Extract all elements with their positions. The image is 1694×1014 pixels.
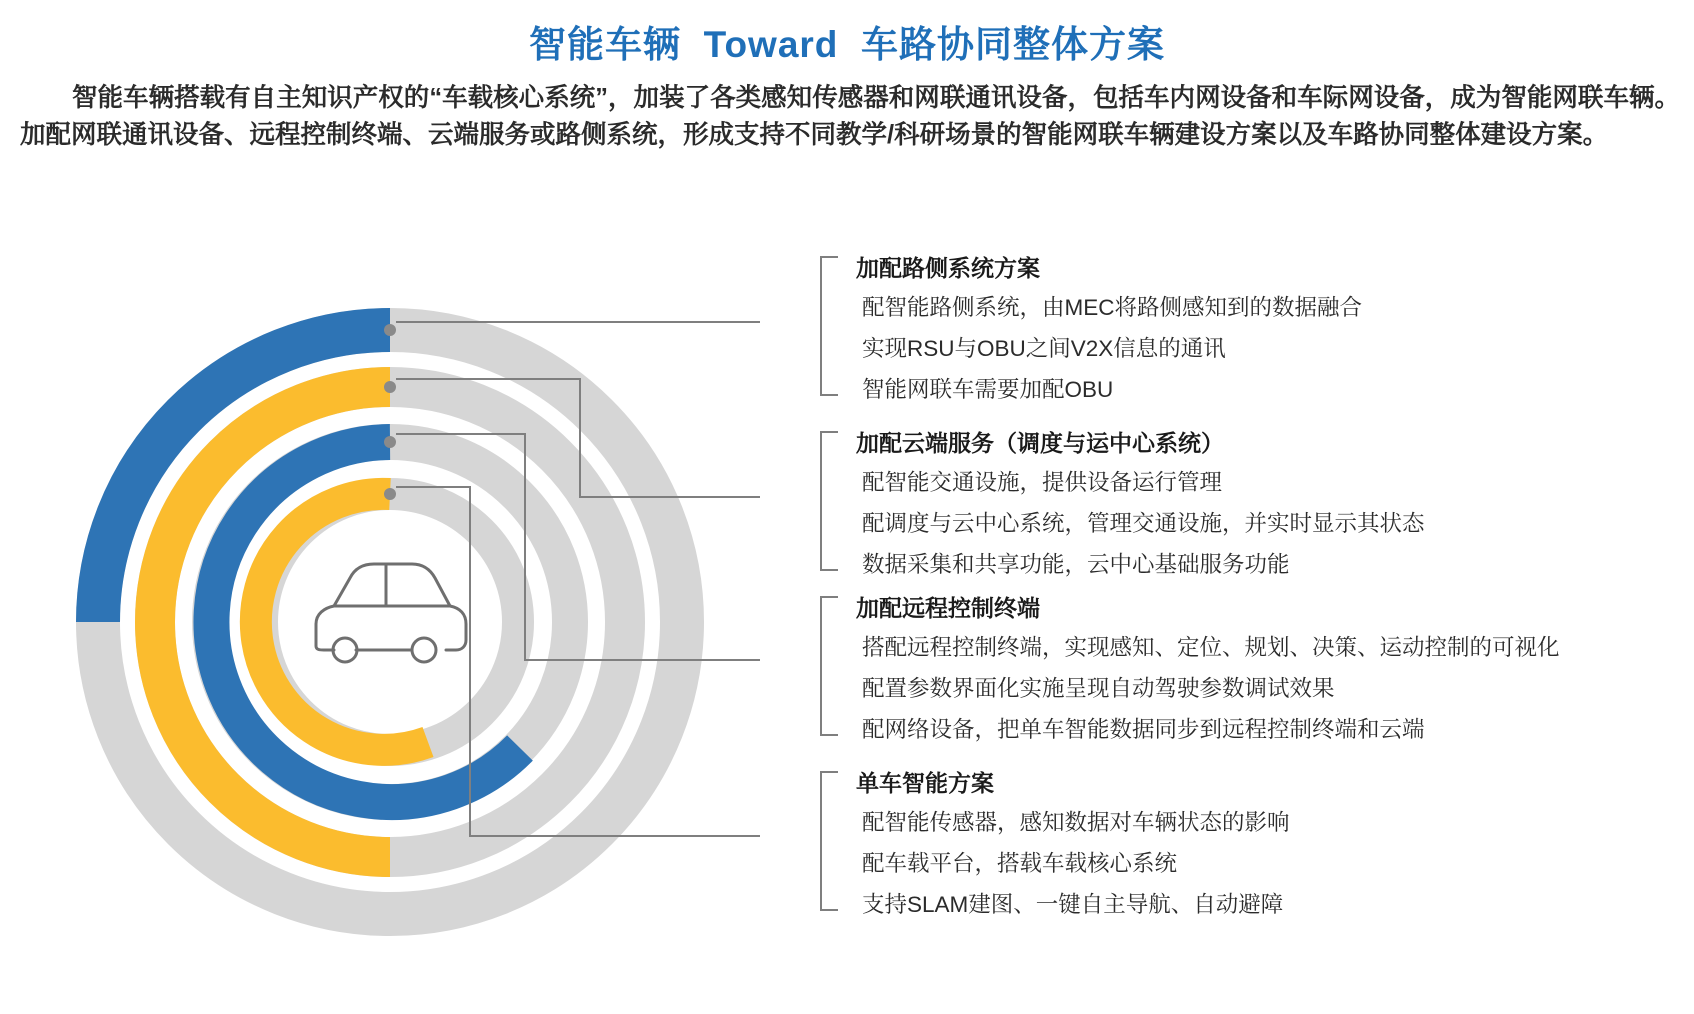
anchor-dot-third	[384, 436, 396, 448]
bracket-single-vehicle	[820, 771, 838, 911]
rings-svg	[60, 278, 720, 978]
ring-inner-arc	[256, 494, 428, 750]
block-line: 配智能传感器，感知数据对车辆状态的影响	[862, 810, 1290, 835]
anchor-dot-outer	[384, 324, 396, 336]
block-heading: 单车智能方案	[856, 770, 994, 796]
block-line: 配网络设备，把单车智能数据同步到远程控制终端和云端	[862, 716, 1425, 742]
block-single-vehicle	[820, 765, 1680, 929]
block-cloud-service	[820, 425, 1680, 589]
intro-paragraph: 智能车辆搭载有自主知识产权的“车载核心系统”，加装了各类感知传感器和网联通讯设备，包括车内网设备和车际网设备，成为智能网联车辆。加配网联通讯设备、远程控制终端、云端服务或路侧系统，形成支持不同教学/科研场景的智能网联车辆建设方案以及车路协同整体建设方案。	[20, 84, 1680, 150]
block-heading: 加配远程控制终端	[856, 595, 1040, 621]
page-title: 智能车辆 Toward 车路协同整体方案	[529, 24, 1165, 65]
anchor-dot-inner	[384, 488, 396, 500]
block-line: 配置参数界面化实施呈现自动驾驶参数调试效果	[862, 675, 1335, 701]
block-heading: 加配云端服务（调度与运中心系统）	[856, 430, 1224, 456]
concentric-ring-diagram	[60, 278, 720, 978]
car-icon	[294, 526, 486, 706]
block-line: 配智能交通设施，提供设备运行管理	[862, 470, 1223, 495]
bracket-remote	[820, 596, 838, 736]
block-line: 实现RSU与OBU之间V2X信息的通讯	[862, 335, 1226, 361]
bracket-roadside	[820, 256, 838, 396]
block-roadside-system	[820, 250, 1680, 414]
block-line: 智能网联车需要加配OBU	[862, 376, 1114, 402]
block-line: 配车载平台，搭载车载核心系统	[862, 850, 1178, 876]
anchor-dot-second	[384, 381, 396, 393]
block-line: 支持SLAM建图、一键自主导航、自动避障	[862, 891, 1284, 917]
block-line: 搭配远程控制终端，实现感知、定位、规划、决策、运动控制的可视化	[862, 635, 1560, 660]
block-line: 配调度与云中心系统，管理交通设施，并实时显示其状态	[862, 510, 1425, 536]
block-heading: 加配路侧系统方案	[856, 255, 1040, 281]
bracket-cloud	[820, 431, 838, 571]
block-remote-control	[820, 590, 1680, 754]
block-line: 数据采集和共享功能，云中心基础服务功能	[862, 551, 1290, 577]
block-line: 配智能路侧系统，由MEC将路侧感知到的数据融合	[862, 295, 1362, 320]
